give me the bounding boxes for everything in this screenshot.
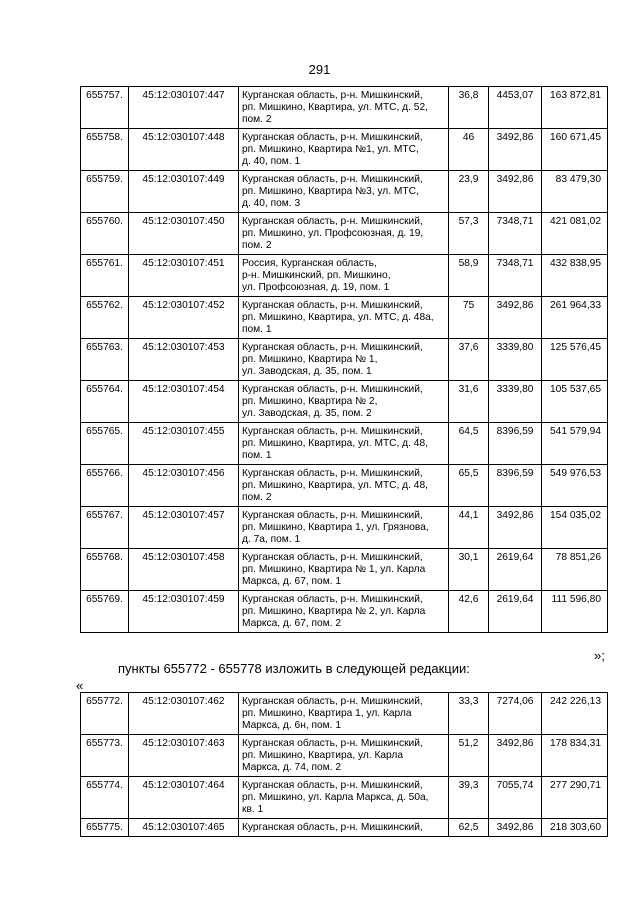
unit-price-cell: 8396,59 [489,465,542,507]
address-cell [239,381,449,423]
total-value-cell: 154 035,02 [542,507,608,549]
address-line: Курганская область, р-н. Мишкинский, [242,300,423,311]
address-line: пом. 2 [242,492,272,503]
total-value-cell: 261 964,33 [542,297,608,339]
address-line: рп. Мишкино, Квартира № 2, [242,396,378,407]
cadastral-number-cell: 45:12:030107:459 [129,591,239,633]
unit-price-cell: 7348,71 [489,255,542,297]
table-row [81,507,608,549]
cadastral-number-cell: 45:12:030107:451 [129,255,239,297]
address-cell [239,507,449,549]
cadastral-number-cell: 45:12:030107:463 [129,735,239,777]
area-cell: 46 [449,129,489,171]
unit-price-cell: 3492,86 [489,819,542,837]
total-value-cell: 83 479,30 [542,171,608,213]
total-value-cell: 549 976,53 [542,465,608,507]
address-line: рп. Мишкино, Квартира № 1, [242,354,378,365]
area-cell: 31,6 [449,381,489,423]
row-number-cell: 655772. [81,693,129,735]
property-table-1 [80,86,608,633]
address-line: Курганская область, р-н. Мишкинский, [242,468,423,479]
cadastral-number-cell: 45:12:030107:465 [129,819,239,837]
row-number-cell: 655763. [81,339,129,381]
table-row [81,87,608,129]
address-line: Курганская область, р-н. Мишкинский, [242,216,423,227]
area-cell: 44,1 [449,507,489,549]
address-line: Курганская область, р-н. Мишкинский, [242,696,423,707]
row-number-cell: 655762. [81,297,129,339]
address-line: д. 40, пом. 1 [242,156,301,167]
unit-price-cell: 3339,80 [489,381,542,423]
unit-price-cell: 7348,71 [489,213,542,255]
address-line: Курганская область, р-н. Мишкинский, [242,822,423,833]
row-number-cell: 655775. [81,819,129,837]
table-row [81,465,608,507]
cadastral-number-cell: 45:12:030107:449 [129,171,239,213]
total-value-cell: 78 851,26 [542,549,608,591]
row-number-cell: 655767. [81,507,129,549]
row-number-cell: 655768. [81,549,129,591]
address-cell [239,819,449,837]
table-row [81,171,608,213]
cadastral-number-cell: 45:12:030107:457 [129,507,239,549]
area-cell: 51,2 [449,735,489,777]
area-cell: 39,3 [449,777,489,819]
address-line: Маркса, д. 67, пом. 2 [242,618,342,629]
address-cell [239,87,449,129]
address-line: ул. Профсоюзная, д. 19, пом. 1 [242,282,390,293]
address-line: рп. Мишкино, Квартира №3, ул. МТС, [242,186,419,197]
unit-price-cell: 2619,64 [489,591,542,633]
address-cell [239,735,449,777]
address-line: рп. Мишкино, Квартира, ул. МТС, д. 48а, [242,312,434,323]
address-line: Россия, Курганская область, [242,258,377,269]
row-number-cell: 655761. [81,255,129,297]
address-line: рп. Мишкино, Квартира, ул. МТС, д. 48, [242,438,428,449]
table-row [81,549,608,591]
address-cell [239,129,449,171]
address-line: Курганская область, р-н. Мишкинский, [242,384,423,395]
amendment-instruction: пункты 655772 - 655778 изложить в следующей редакции: [118,661,470,676]
address-cell [239,339,449,381]
unit-price-cell: 3492,86 [489,129,542,171]
table-row [81,213,608,255]
address-line: ул. Заводская, д. 35, пом. 2 [242,408,372,419]
table-2-body [81,693,608,837]
area-cell: 65,5 [449,465,489,507]
address-line: Курганская область, р-н. Мишкинский, [242,552,423,563]
table-row [81,255,608,297]
address-line: рп. Мишкино, Квартира 1, ул. Карла [242,708,412,719]
area-cell: 57,3 [449,213,489,255]
total-value-cell: 218 303,60 [542,819,608,837]
table-row [81,297,608,339]
address-line: Маркса, д. 67, пом. 1 [242,576,342,587]
total-value-cell: 125 576,45 [542,339,608,381]
row-number-cell: 655757. [81,87,129,129]
cadastral-number-cell: 45:12:030107:454 [129,381,239,423]
address-line: д. 40, пом. 3 [242,198,301,209]
address-line: рп. Мишкино, Квартира 1, ул. Грязнова, [242,522,429,533]
table-row [81,423,608,465]
address-line: д. 7а, пом. 1 [242,534,301,545]
address-line: ул. Заводская, д. 35, пом. 1 [242,366,372,377]
area-cell: 62,5 [449,819,489,837]
address-line: Курганская область, р-н. Мишкинский, [242,738,423,749]
unit-price-cell: 7055,74 [489,777,542,819]
total-value-cell: 421 081,02 [542,213,608,255]
cadastral-number-cell: 45:12:030107:452 [129,297,239,339]
address-cell [239,591,449,633]
cadastral-number-cell: 45:12:030107:455 [129,423,239,465]
table-row [81,381,608,423]
table-row [81,693,608,735]
cadastral-number-cell: 45:12:030107:458 [129,549,239,591]
cadastral-number-cell: 45:12:030107:447 [129,87,239,129]
table-row [81,339,608,381]
row-number-cell: 655766. [81,465,129,507]
address-line: рп. Мишкино, Квартира № 1, ул. Карла [242,564,426,575]
cadastral-number-cell: 45:12:030107:456 [129,465,239,507]
row-number-cell: 655760. [81,213,129,255]
property-table-2 [80,692,608,837]
address-cell [239,213,449,255]
table-row [81,777,608,819]
address-line: пом. 1 [242,324,272,335]
area-cell: 23,9 [449,171,489,213]
address-line: кв. 1 [242,804,264,815]
address-cell [239,423,449,465]
area-cell: 33,3 [449,693,489,735]
address-cell [239,171,449,213]
address-cell [239,693,449,735]
total-value-cell: 277 290,71 [542,777,608,819]
address-line: рп. Мишкино, ул. Карла Маркса, д. 50а, [242,792,429,803]
area-cell: 75 [449,297,489,339]
area-cell: 36,8 [449,87,489,129]
address-cell [239,255,449,297]
total-value-cell: 541 579,94 [542,423,608,465]
total-value-cell: 242 226,13 [542,693,608,735]
row-number-cell: 655759. [81,171,129,213]
address-line: Маркса, д. 74, пом. 2 [242,762,342,773]
address-line: пом. 1 [242,450,272,461]
total-value-cell: 432 838,95 [542,255,608,297]
row-number-cell: 655764. [81,381,129,423]
address-line: рп. Мишкино, Квартира, ул. Карла [242,750,403,761]
unit-price-cell: 2619,64 [489,549,542,591]
table-1-body [81,87,608,633]
address-line: Курганская область, р-н. Мишкинский, [242,342,423,353]
cadastral-number-cell: 45:12:030107:462 [129,693,239,735]
opening-quote-mark: « [76,678,84,693]
address-line: пом. 2 [242,240,272,251]
table-row [81,735,608,777]
cadastral-number-cell: 45:12:030107:464 [129,777,239,819]
row-number-cell: 655765. [81,423,129,465]
cadastral-number-cell: 45:12:030107:450 [129,213,239,255]
address-line: Курганская область, р-н. Мишкинский, [242,594,423,605]
address-cell [239,297,449,339]
unit-price-cell: 3492,86 [489,507,542,549]
table-row [81,129,608,171]
address-line: Курганская область, р-н. Мишкинский, [242,90,423,101]
unit-price-cell: 7274,06 [489,693,542,735]
address-cell [239,549,449,591]
unit-price-cell: 3492,86 [489,297,542,339]
total-value-cell: 163 872,81 [542,87,608,129]
address-line: рп. Мишкино, Квартира, ул. МТС, д. 52, [242,102,428,113]
cadastral-number-cell: 45:12:030107:448 [129,129,239,171]
area-cell: 64,5 [449,423,489,465]
row-number-cell: 655758. [81,129,129,171]
address-line: Курганская область, р-н. Мишкинский, [242,510,423,521]
address-line: рп. Мишкино, Квартира №1, ул. МТС, [242,144,419,155]
address-line: рп. Мишкино, Квартира № 2, ул. Карла [242,606,426,617]
address-line: Курганская область, р-н. Мишкинский, [242,132,423,143]
cadastral-number-cell: 45:12:030107:453 [129,339,239,381]
total-value-cell: 105 537,65 [542,381,608,423]
closing-quote-mark: »; [594,648,605,663]
unit-price-cell: 4453,07 [489,87,542,129]
page-number: 291 [308,62,331,77]
address-cell [239,777,449,819]
address-line: Маркса, д. 6н, пом. 1 [242,720,341,731]
address-line: рп. Мишкино, Квартира, ул. МТС, д. 48, [242,480,428,491]
unit-price-cell: 3339,80 [489,339,542,381]
address-line: Курганская область, р-н. Мишкинский, [242,780,423,791]
address-line: пом. 2 [242,114,272,125]
area-cell: 42,6 [449,591,489,633]
total-value-cell: 160 671,45 [542,129,608,171]
unit-price-cell: 8396,59 [489,423,542,465]
address-line: рп. Мишкино, ул. Профсоюзная, д. 19, [242,228,424,239]
address-line: р-н. Мишкинский, рп. Мишкино, [242,270,391,281]
area-cell: 37,6 [449,339,489,381]
row-number-cell: 655769. [81,591,129,633]
address-cell [239,465,449,507]
row-number-cell: 655773. [81,735,129,777]
row-number-cell: 655774. [81,777,129,819]
table-row [81,819,608,837]
address-line: Курганская область, р-н. Мишкинский, [242,174,423,185]
area-cell: 58,9 [449,255,489,297]
table-row [81,591,608,633]
area-cell: 30,1 [449,549,489,591]
unit-price-cell: 3492,86 [489,171,542,213]
total-value-cell: 178 834,31 [542,735,608,777]
address-line: Курганская область, р-н. Мишкинский, [242,426,423,437]
unit-price-cell: 3492,86 [489,735,542,777]
total-value-cell: 111 596,80 [542,591,608,633]
